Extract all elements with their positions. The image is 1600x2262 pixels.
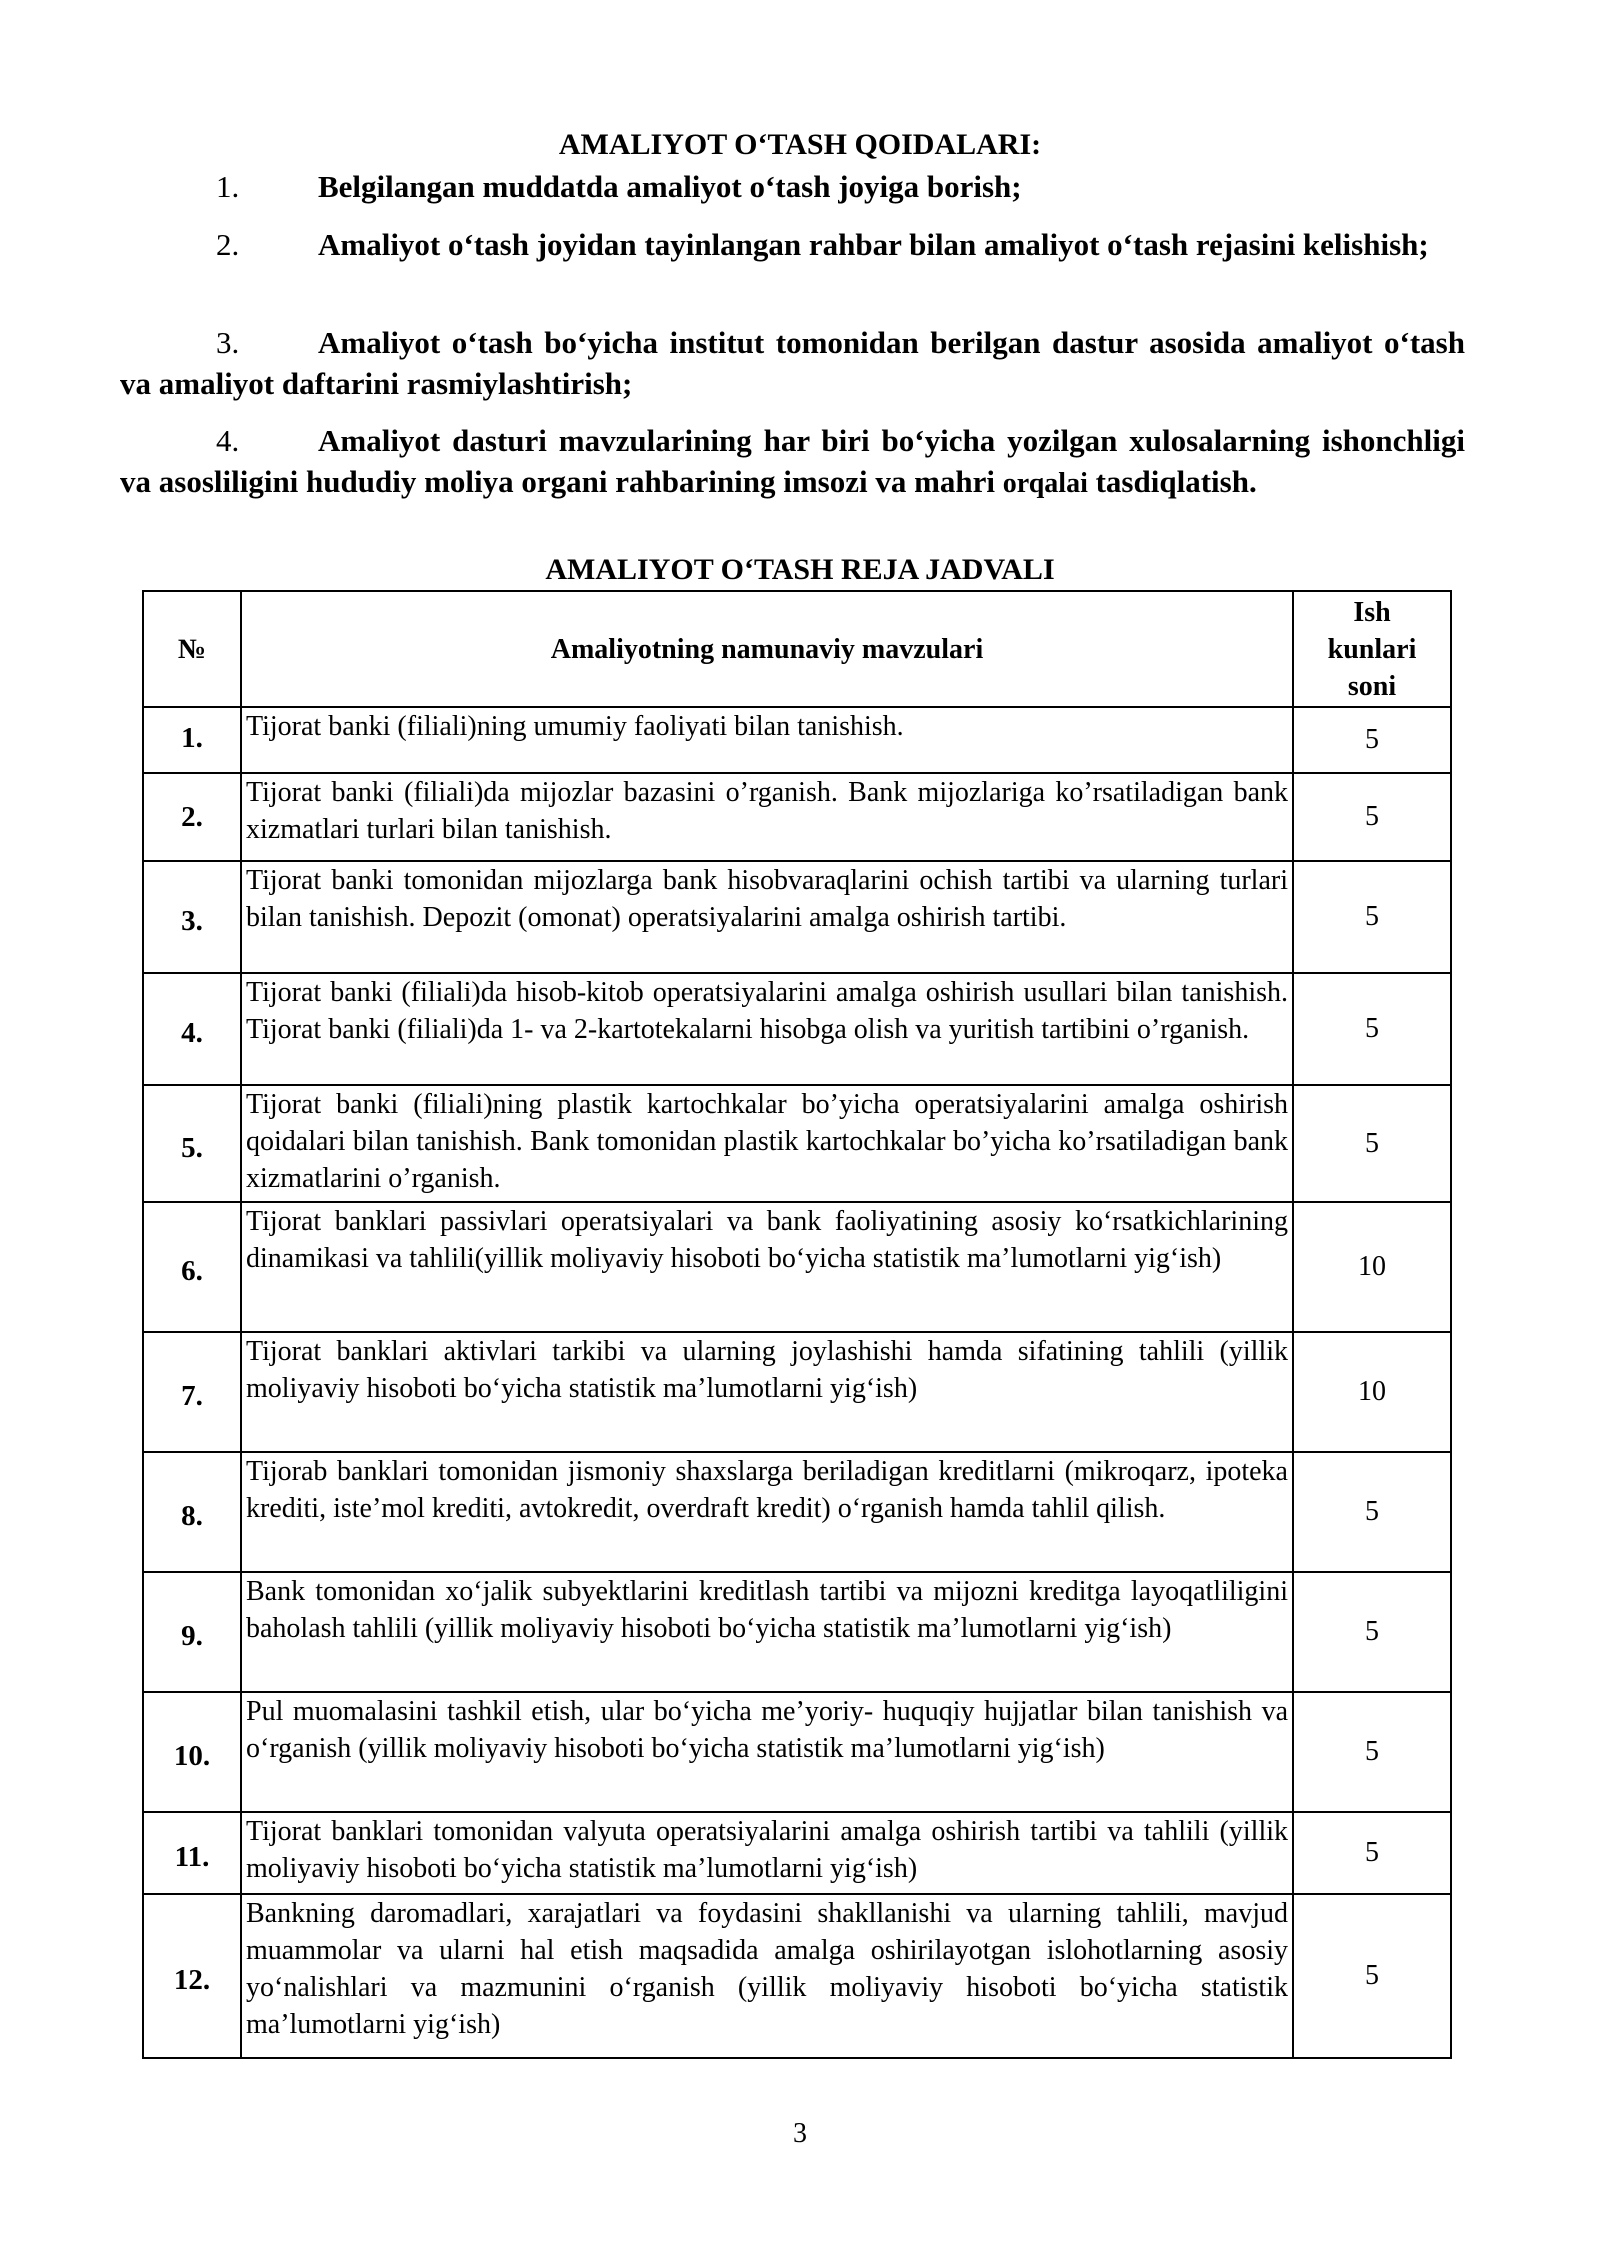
rule-text: Amaliyot dasturi mavzularining har biri bo‘yicha yozilgan xulosalarning ishonchligi va asosliligini hududiy moliya organi rahbarining imsozi va mahri <box>120 423 1465 499</box>
row-days: 5 <box>1293 1085 1451 1202</box>
row-topic: Tijorat banki tomonidan mijozlarga bank hisobvaraqlarini ochish tartibi va ularning turlari bilan tanishish. Depozit (omonat) operatsiyalarini amalga oshirish tartibi. <box>241 861 1293 973</box>
row-number: 7. <box>143 1332 241 1452</box>
table-row <box>143 1202 1451 1332</box>
rule-number: 4. <box>216 423 240 458</box>
header-days-line: soni <box>1347 670 1397 702</box>
table-row <box>143 1572 1451 1692</box>
rule-text: Amaliyot o‘tash joyidan tayinlangan rahbar bilan amaliyot o‘tash rejasini kelishish; <box>318 227 1429 262</box>
row-days: 5 <box>1293 707 1451 773</box>
row-topic: Tijorat banki (filiali)da mijozlar bazasini o’rganish. Bank mijozlariga ko’rsatiladigan bank xizmatlari turlari bilan tanishish. <box>241 773 1293 861</box>
row-topic: Tijorat banki (filiali)da hisob-kitob operatsiyalarini amalga oshirish usullari bilan tanishish. Tijorat banki (filiali)da 1- va 2-kartotekalarni hisobga olish va yuritish tartibini o’rganish. <box>241 973 1293 1085</box>
row-topic: Tijorat banki (filiali)ning plastik kartochkalar bo’yicha operatsiyalarini amalga oshirish qoidalari bilan tanishish. Bank tomonidan plastik kartochkalar bo’yicha ko’rsatiladigan bank xizmatlarini o’rganish. <box>241 1085 1293 1202</box>
row-days: 5 <box>1293 1692 1451 1812</box>
table-row <box>143 973 1451 1085</box>
row-number: 8. <box>143 1452 241 1572</box>
rule-item-1 <box>120 166 1465 207</box>
header-topic: Amaliyotning namunaviy mavzulari <box>241 591 1293 707</box>
table-row <box>143 1085 1451 1202</box>
row-topic: Bankning daromadlari, xarajatlari va foydasini shakllanishi va ularning tahlili, mavjud muammolar va ularni hal etish maqsadida amalga oshirilayotgan islohotlarning asosiy yo‘nalishlari va mazmunini o‘rganish (yillik moliyaviy hisoboti bo‘yicha statistik ma’lumotlarni yig‘ish) <box>241 1894 1293 2058</box>
table-row <box>143 1452 1451 1572</box>
table-row <box>143 1812 1451 1894</box>
row-number: 3. <box>143 861 241 973</box>
row-topic: Tijorat banki (filiali)ning umumiy faoliyati bilan tanishish. <box>241 707 1293 773</box>
row-days: 10 <box>1293 1332 1451 1452</box>
table-row <box>143 773 1451 861</box>
rule-number: 3. <box>216 325 240 360</box>
row-days: 5 <box>1293 973 1451 1085</box>
table-row <box>143 707 1451 773</box>
rule-item-4 <box>120 420 1465 504</box>
row-topic: Tijorab banklari tomonidan jismoniy shaxslarga beriladigan kreditlarni (mikroqarz, ipoteka krediti, iste’mol krediti, avtokredit, overdraft kredit) o‘rganish hamda tahlil qilish. <box>241 1452 1293 1572</box>
row-number: 2. <box>143 773 241 861</box>
table-row <box>143 861 1451 973</box>
row-topic: Tijorat banklari aktivlari tarkibi va ularning joylashishi hamda sifatining tahlili (yillik moliyaviy hisoboti bo‘yicha statistik ma’lumotlarni yig‘ish) <box>241 1332 1293 1452</box>
table-row <box>143 1692 1451 1812</box>
row-days: 5 <box>1293 773 1451 861</box>
header-days <box>1293 591 1451 707</box>
header-days-line: kunlari <box>1327 633 1417 665</box>
rule-text: Amaliyot o‘tash bo‘yicha institut tomonidan berilgan dastur asosida amaliyot o‘tash va amaliyot daftarini rasmiylashtirish; <box>120 325 1465 401</box>
row-days: 5 <box>1293 1572 1451 1692</box>
row-days: 5 <box>1293 1452 1451 1572</box>
header-number: № <box>143 591 241 707</box>
row-number: 1. <box>143 707 241 773</box>
row-number: 10. <box>143 1692 241 1812</box>
page-number: 3 <box>793 2118 807 2149</box>
table-header-row <box>143 591 1451 707</box>
rule-text-end: tasdiqlatish. <box>1095 464 1257 499</box>
row-days: 5 <box>1293 1812 1451 1894</box>
rule-item-2 <box>120 224 1465 265</box>
row-number: 12. <box>143 1894 241 2058</box>
row-days: 5 <box>1293 861 1451 973</box>
row-topic: Bank tomonidan xo‘jalik subyektlarini kreditlash tartibi va mijozni kreditga layoqatliligini baholash tahlili (yillik moliyaviy hisoboti bo‘yicha statistik ma’lumotlarni yig‘ish) <box>241 1572 1293 1692</box>
row-number: 4. <box>143 973 241 1085</box>
header-days-line: Ish <box>1353 596 1391 628</box>
row-number: 6. <box>143 1202 241 1332</box>
rule-text-small: orqalai <box>1002 468 1088 499</box>
row-days: 5 <box>1293 1894 1451 2058</box>
table-row <box>143 1332 1451 1452</box>
table-title: AMALIYOT O‘TASH REJA JADVALI <box>545 553 1055 586</box>
row-number: 9. <box>143 1572 241 1692</box>
rule-text: Belgilangan muddatda amaliyot o‘tash joyiga borish; <box>318 169 1022 204</box>
rules-title: AMALIYOT O‘TASH QOIDALARI: <box>558 128 1042 161</box>
rule-item-3 <box>120 322 1465 404</box>
rule-number: 2. <box>216 227 240 262</box>
row-topic: Tijorat banklari passivlari operatsiyalari va bank faoliyatining asosiy ko‘rsatkichlarining dinamikasi va tahlili(yillik moliyaviy hisoboti bo‘yicha statistik ma’lumotlarni yig‘ish) <box>241 1202 1293 1332</box>
plan-table <box>142 590 1452 2059</box>
row-topic: Pul muomalasini tashkil etish, ular bo‘yicha me’yoriy- huquqiy hujjatlar bilan tanishish va o‘rganish (yillik moliyaviy hisoboti bo‘yicha statistik ma’lumotlarni yig‘ish) <box>241 1692 1293 1812</box>
rule-number: 1. <box>216 169 240 204</box>
row-number: 11. <box>143 1812 241 1894</box>
row-number: 5. <box>143 1085 241 1202</box>
row-days: 10 <box>1293 1202 1451 1332</box>
row-topic: Tijorat banklari tomonidan valyuta operatsiyalarini amalga oshirish tartibi va tahlili (yillik moliyaviy hisoboti bo‘yicha statistik ma’lumotlarni yig‘ish) <box>241 1812 1293 1894</box>
table-row <box>143 1894 1451 2058</box>
